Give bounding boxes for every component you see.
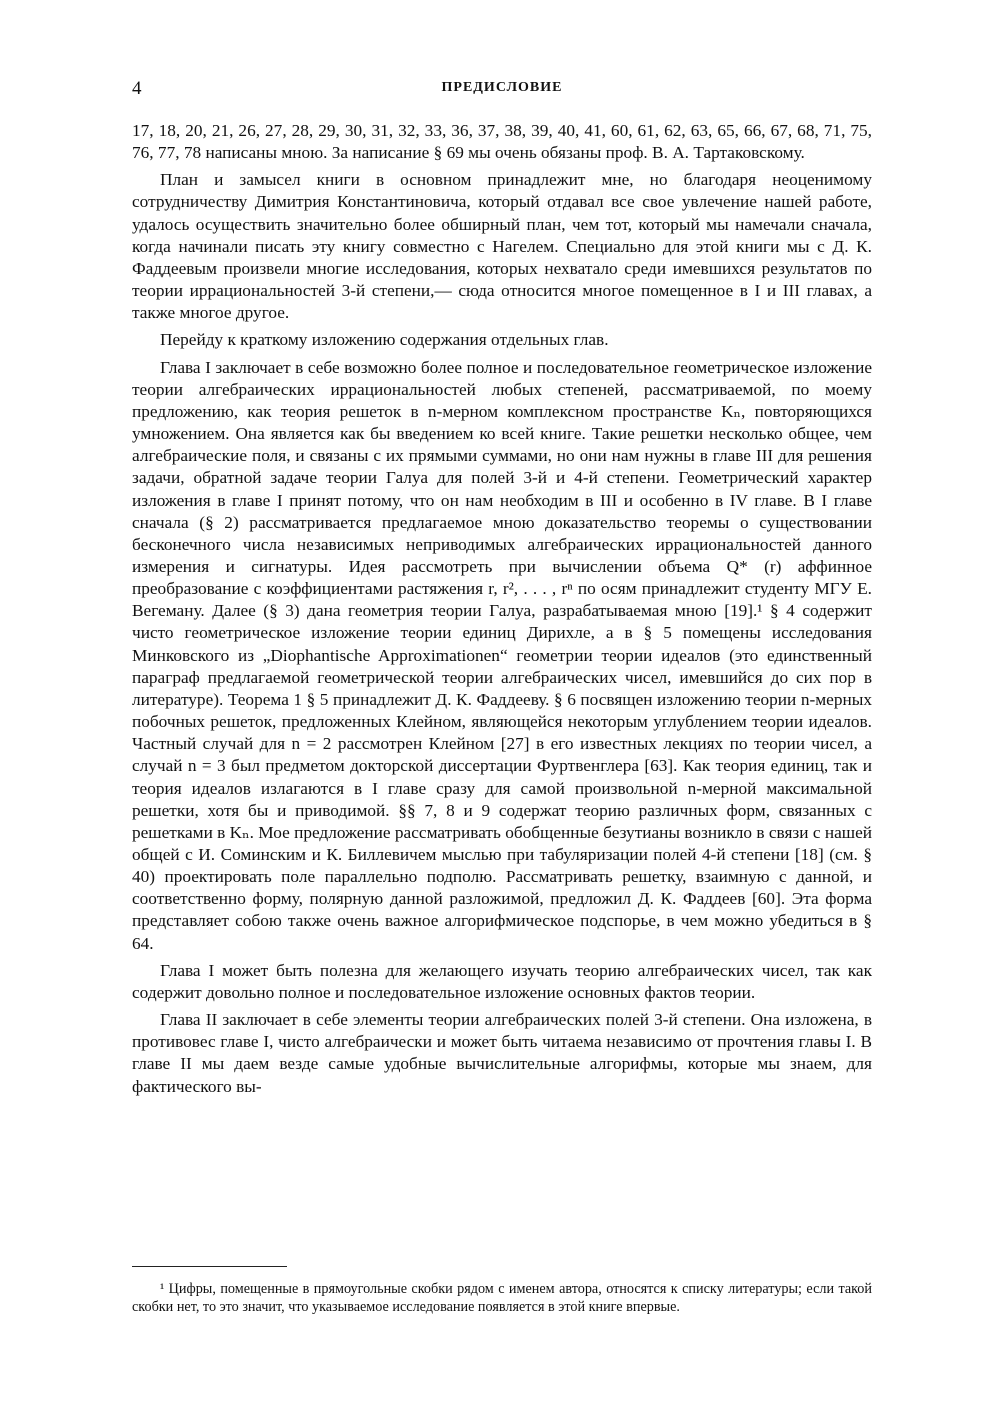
body-text (132, 120, 872, 1098)
paragraph-chapter-2: Глава II заключает в себе элементы теории алгебраических полей 3-й степени. Она изложена, в противовес главе I, чисто алгебраически и может быть читаема независимо от прочтения главы I. В главе II мы даем везде самые удобные вычислительные алгорифмы, которые мы знаем, для фактического вы- (132, 1010, 872, 1096)
footnote: ¹ Цифры, помещенные в прямоугольные скобки рядом с именем автора, относятся к списку литературы; если такой скобки нет, то это значит, что указываемое исследование появляется в этой книге впервые. (132, 1281, 872, 1315)
paragraph-plan: План и замысел книги в основном принадлежит мне, но благодаря неоценимому сотрудничеству Димитрия Константиновича, который отдавал все свое увлечение нашей работе, удалось осуществить значительно более обширный план, чем тот, который мы намечали сначала, когда начинали писать эту книгу совместно с Нагелем. Специально для этой книги мы с Д. К. Фаддеевым произвели многие исследования, которых нехватало среди имевшихся результатов по теории иррациональностей 3-й степени,— сюда относится многое помещенное в I и III главах, а также многое другое. (132, 170, 872, 323)
paragraph-chapter-1-usefulness: Глава I может быть полезна для желающего изучать теорию алгебраических чисел, так как содержит довольно полное и последовательное изложение основных фактов теории. (132, 960, 872, 1002)
paragraph-continuation: 17, 18, 20, 21, 26, 27, 28, 29, 30, 31, 32, 33, 36, 37, 38, 39, 40, 41, 60, 61, 62, 63, 65, 66, 67, 68, 71, 75, 76, 77, 78 написаны мною. За написание § 69 мы очень обязаны проф. В. А. Тартаковскому. (132, 121, 872, 163)
footnote-divider (132, 1266, 287, 1267)
paragraph-chapter-1: Глава I заключает в себе возможно более полное и последовательное геометрическое изложение теории алгебраических иррациональностей любых степеней, рассматриваемой, по моему предложению, как теория решеток в n-мерном комплексном пространстве Kₙ, повторяющихся умножением. Она является как бы введением ко всей книге. Такие решетки несколько общее, чем алгебраические поля, и связаны с их прямыми суммами, но они нам нужны в главе III для решения задачи, обратной задаче теории Галуа для полей 3-й и 4-й степени. Геометрический характер изложения в главе I принят потому, что он нам необходим в III и особенно в IV главе. В I главе сначала (§ 2) рассматривается предлагаемое мною доказательство теоремы о существовании бесконечного числа независимых неприводимых алгебраических иррациональностей данного измерения и сигнатуры. Идея рассмотреть при вычислении объема Q* (r) аффинное преобразование с коэффициентами растяжения r, r², . . . , rⁿ по осям принадлежит студенту МГУ Е. Вегеману. Далее (§ 3) дана геометрия теории Галуа, разрабатываемая мною [19].¹ § 4 содержит чисто геометрическое изложение теории единиц Дирихле, а в § 5 помещены исследования Минковского из „Diophantische Approximationen“ геометрии теории идеалов (это единственный параграф предлагаемой геометрической теории алгебраических чисел, имевшийся до сих пор в литературе). Теорема 1 § 5 принадлежит Д. К. Фаддееву. § 6 посвящен изложению теории n-мерных побочных решеток, предложенных Клейном, являющейся некоторым углублением теории идеалов. Частный случай для n = 2 рассмотрен Клейном [27] в его известных лекциях по теории чисел, а случай n = 3 был предметом докторской диссертации Фуртвенглера [63]. Как теория единиц, так и теория идеалов излагаются в I главе сразу для самой произвольной n-мерной максимальной решетки, хотя бы и приводимой. §§ 7, 8 и 9 содержат теорию различных форм, связанных с решетками в Kₙ. Мое предложение рассматривать обобщенные безутианы возникло в связи с нашей общей с И. Соминским и К. Биллевичем мыслью при табуляризации полей 4-й степени [18] (см. § 40) проектировать поле параллельно подполю. Рассматривать решетку, взаимную с данной, и соответственно форму, полярную данной разложимой, предложил Д. К. Фаддеев [60]. Эта форма представляет собою также очень важное алгорифмическое подспорье, в чем можно убедиться в § 64. (132, 357, 872, 953)
page-number: 4 (132, 78, 142, 99)
running-title: ПРЕДИСЛОВИЕ (441, 80, 563, 95)
page-header (132, 78, 872, 104)
paragraph-overview: Перейду к краткому изложению содержания отдельных глав. (160, 330, 609, 350)
